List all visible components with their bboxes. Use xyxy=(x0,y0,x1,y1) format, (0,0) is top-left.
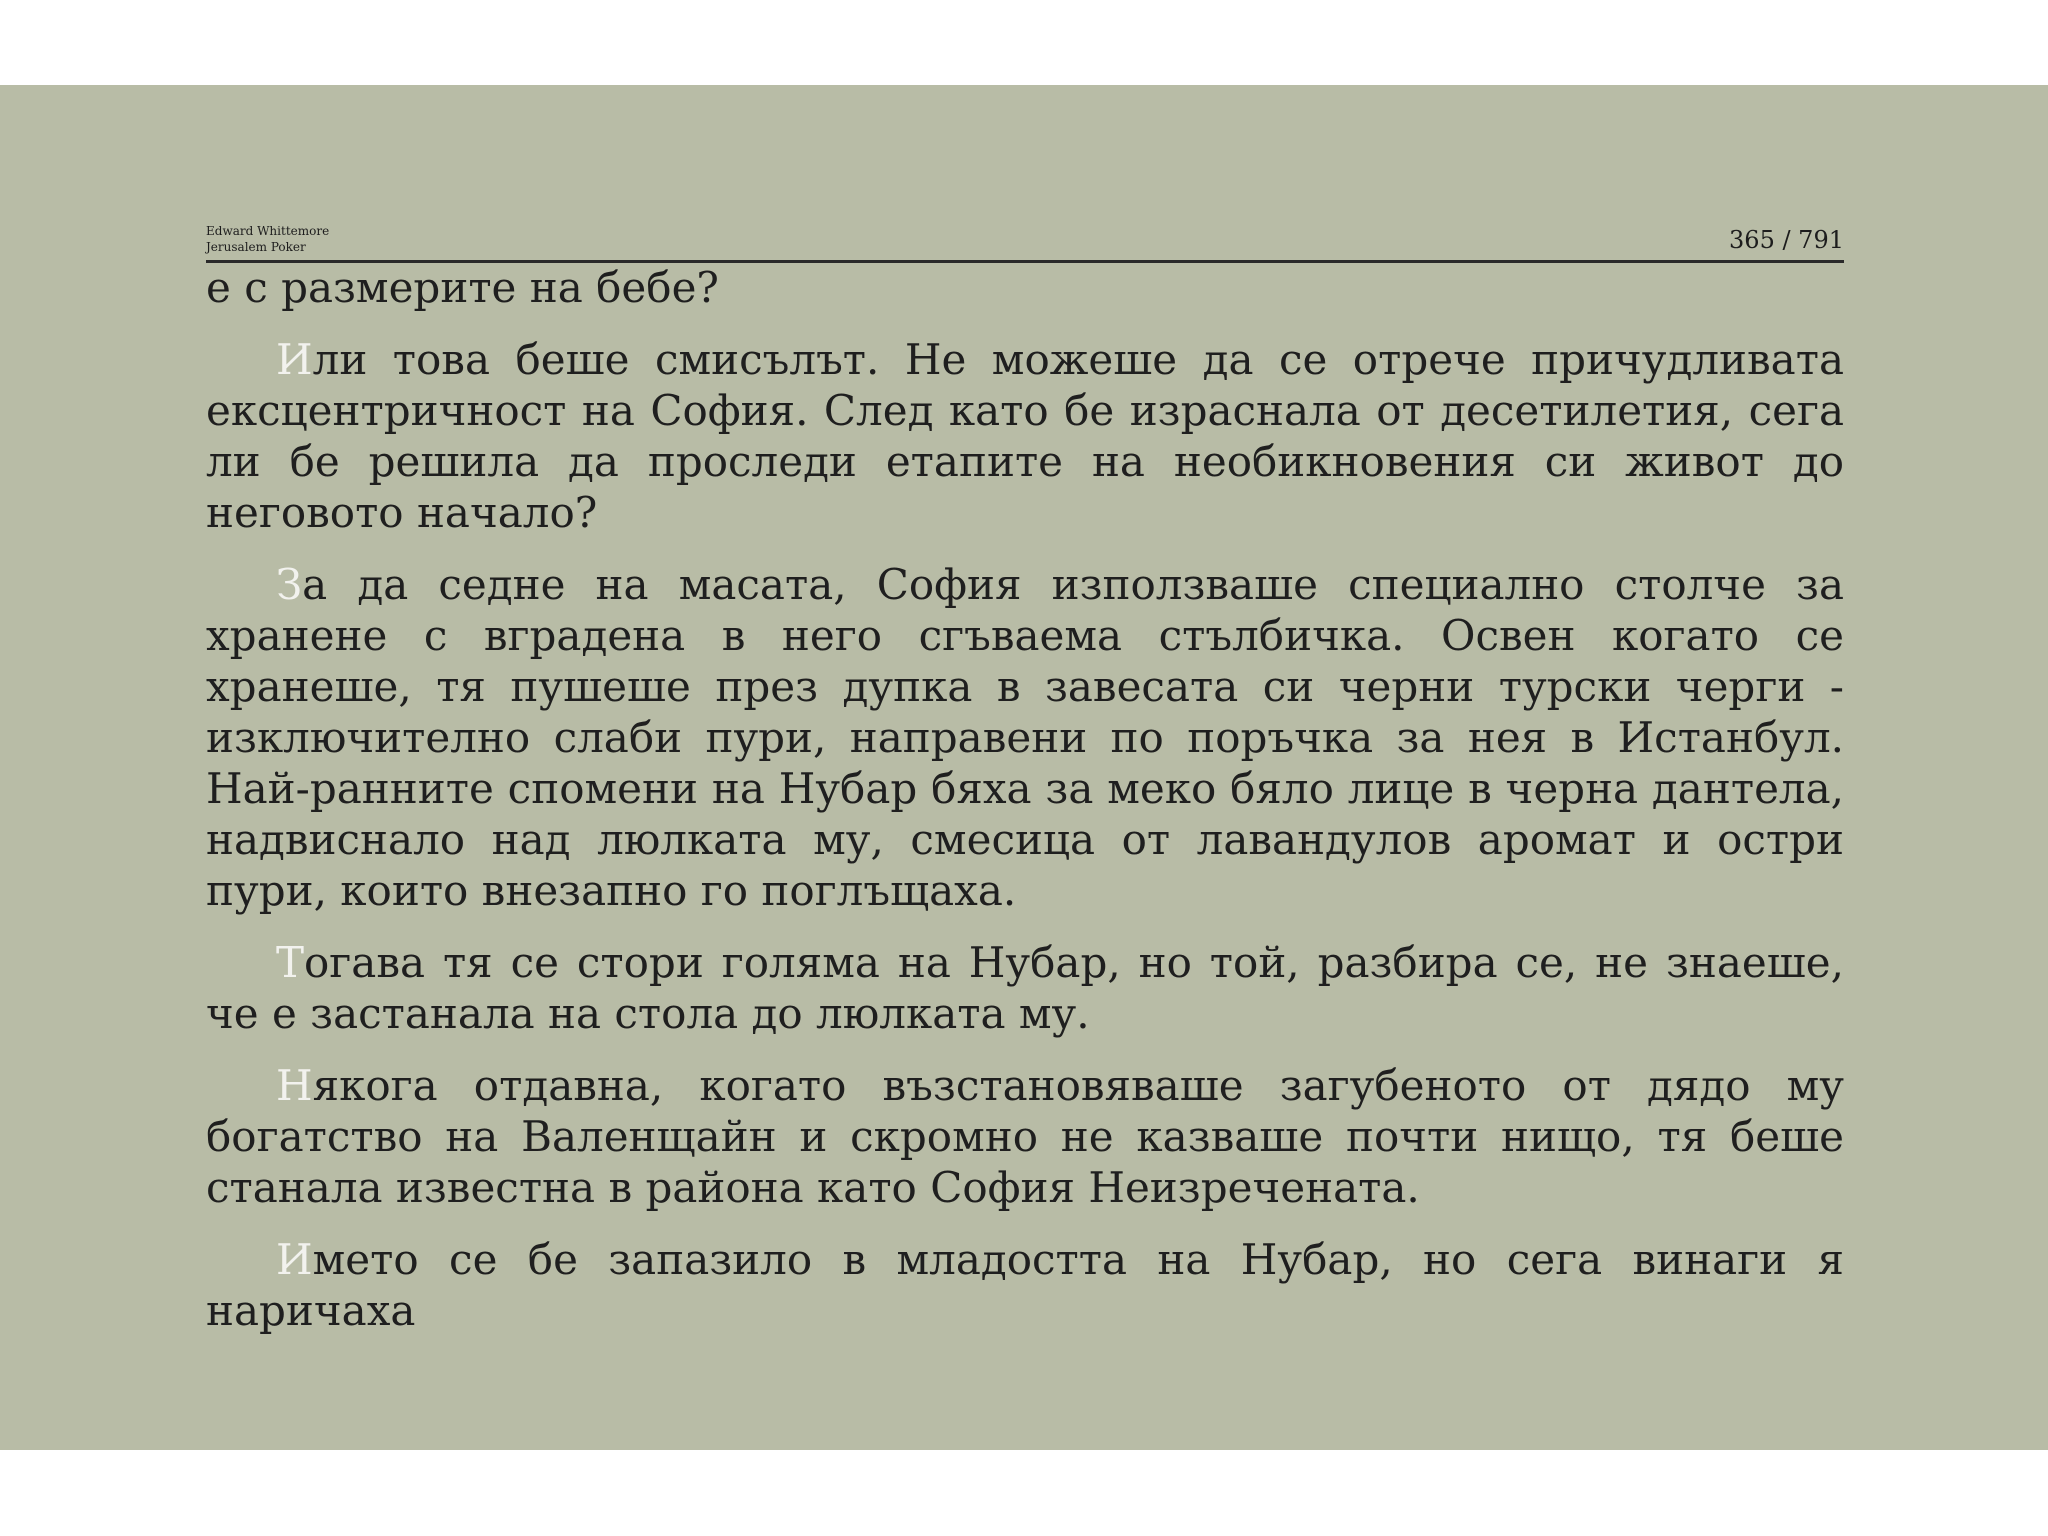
book-text xyxy=(206,262,1844,1357)
paragraph xyxy=(206,1234,1844,1336)
page-header xyxy=(206,136,1844,263)
book-title: Jerusalem Poker xyxy=(206,240,306,254)
paragraph xyxy=(206,559,1844,916)
paragraph-initial: И xyxy=(276,335,313,384)
paragraph xyxy=(206,937,1844,1039)
paragraph-text: якога отдавна, когато възстановяваше загубеното от дядо му богатство на Валенщайн и скромно не казваше почти нищо, тя беше станала известна в района като София Неизречената. xyxy=(206,1061,1844,1212)
paragraph xyxy=(206,262,1844,313)
paragraph-text: огава тя се стори голяма на Нубар, но той, разбира се, не знаеше, че е застанала на стола до люлката му. xyxy=(206,938,1844,1038)
paragraph xyxy=(206,1060,1844,1213)
paragraph-initial: Н xyxy=(276,1061,313,1110)
page-number: 365 / 791 xyxy=(1729,226,1844,254)
paragraph-text: е с размерите на бебе? xyxy=(206,263,719,312)
paragraph-text: а да седне на масата, София използваше специално столче за хранене с вградена в него сгъваема стълбичка. Освен когато се хранеше, тя пушеше през дупка в завесата си черни турски черги - изключително слаби пури, направени по поръчка за нея в Истанбул. Най-ранните спомени на Нубар бяха за меко бяло лице в черна дантела, надвиснало над люлката му, смесица от лавандулов аромат и остри пури, които внезапно го поглъщаха. xyxy=(206,560,1844,915)
paragraph xyxy=(206,334,1844,538)
paragraph-initial: Т xyxy=(276,938,305,987)
paragraph-initial: И xyxy=(276,1235,313,1284)
author-name: Edward Whittemore xyxy=(206,224,330,238)
paragraph-text: ли това беше смисълът. Не можеше да се отрече причудливата ексцентричност на София. След като бе израснала от десетилетия, сега ли бе решила да проследи етапите на необикновения си живот до неговото начало? xyxy=(206,335,1844,537)
paragraph-initial: З xyxy=(276,560,303,609)
paragraph-text: мето се бе запазило в младостта на Нубар, но сега винаги я наричаха xyxy=(206,1235,1844,1335)
